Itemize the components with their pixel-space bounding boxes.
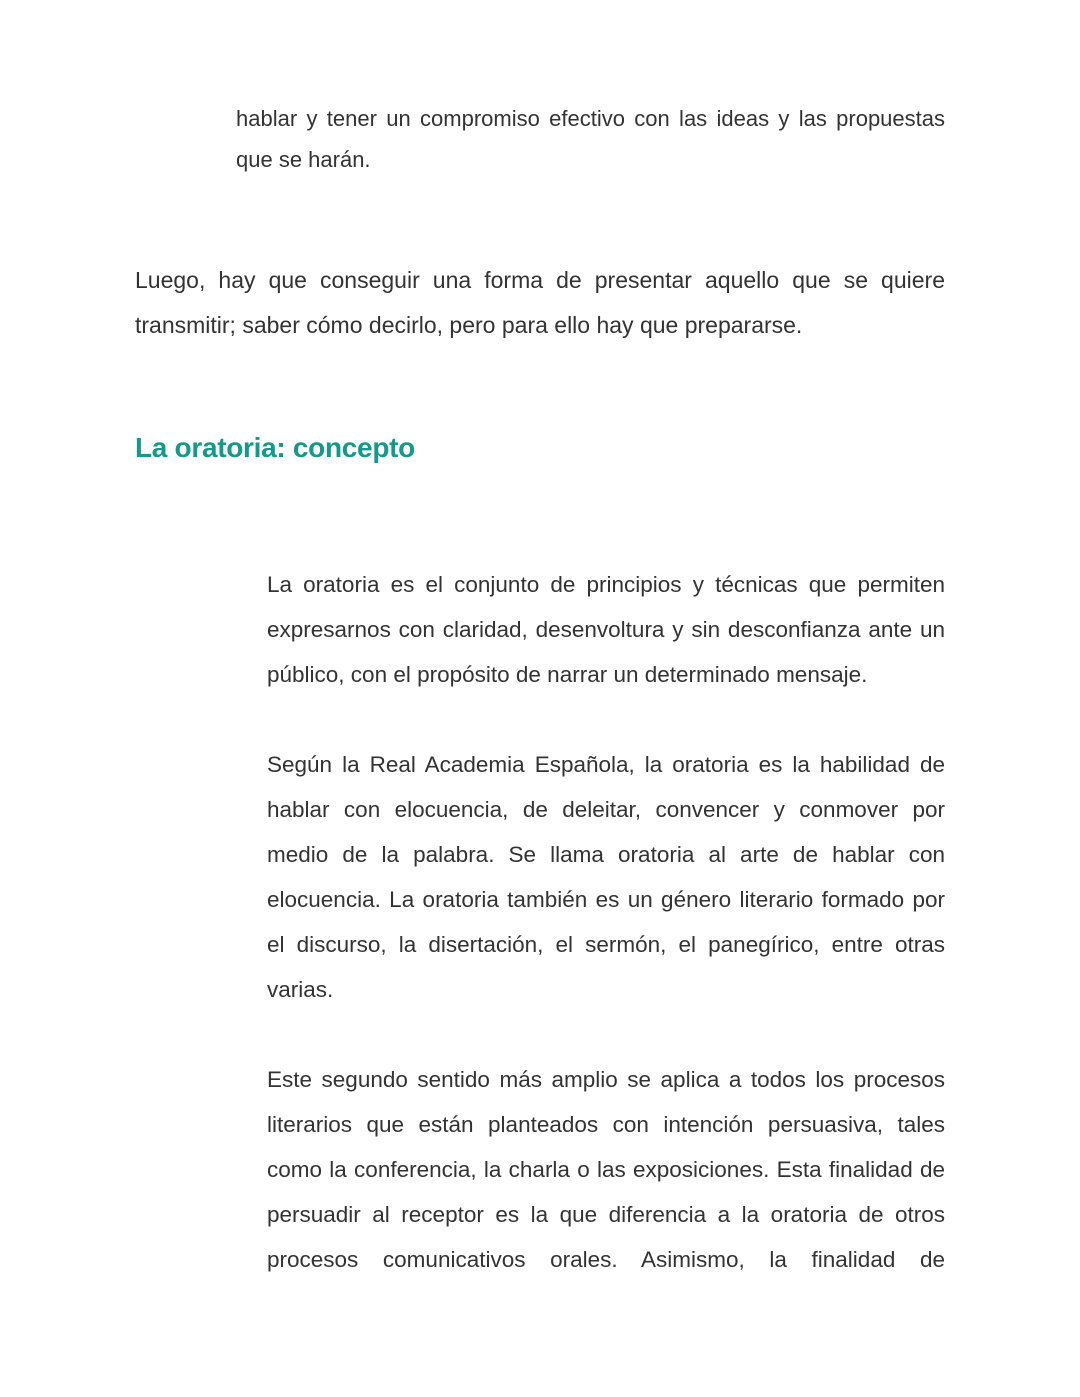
section-heading: La oratoria: concepto <box>135 432 415 463</box>
luego-paragraph: Luego, hay que conseguir una forma de presentar aquello que se quiere transmitir; saber cómo decirlo, pero para ello hay que prepararse. <box>135 267 945 338</box>
intro-paragraph-continuation: hablar y tener un compromiso efectivo con las ideas y las propuestas que se harán. <box>236 106 945 172</box>
broader-sense-paragraph: Este segundo sentido más amplio se aplica a todos los procesos literarios que están planteados con intención persuasiva, tales como la conferencia, la charla o las exposiciones. Esta finalidad de persuadir al receptor es la que diferencia a la oratoria de otros procesos comunicativos orales. Asimismo, la finalidad de <box>267 1067 945 1272</box>
definition-paragraph: La oratoria es el conjunto de principios y técnicas que permiten expresarnos con claridad, desenvoltura y sin desconfianza ante un público, con el propósito de narrar un determinado mensaje. <box>267 572 945 687</box>
rae-paragraph: Según la Real Academia Española, la oratoria es la habilidad de hablar con elocuencia, de deleitar, convencer y conmover por medio de la palabra. Se llama oratoria al arte de hablar con elocuencia. La oratoria también es un género literario formado por el discurso, la disertación, el sermón, el panegírico, entre otras varias. <box>267 752 945 1002</box>
